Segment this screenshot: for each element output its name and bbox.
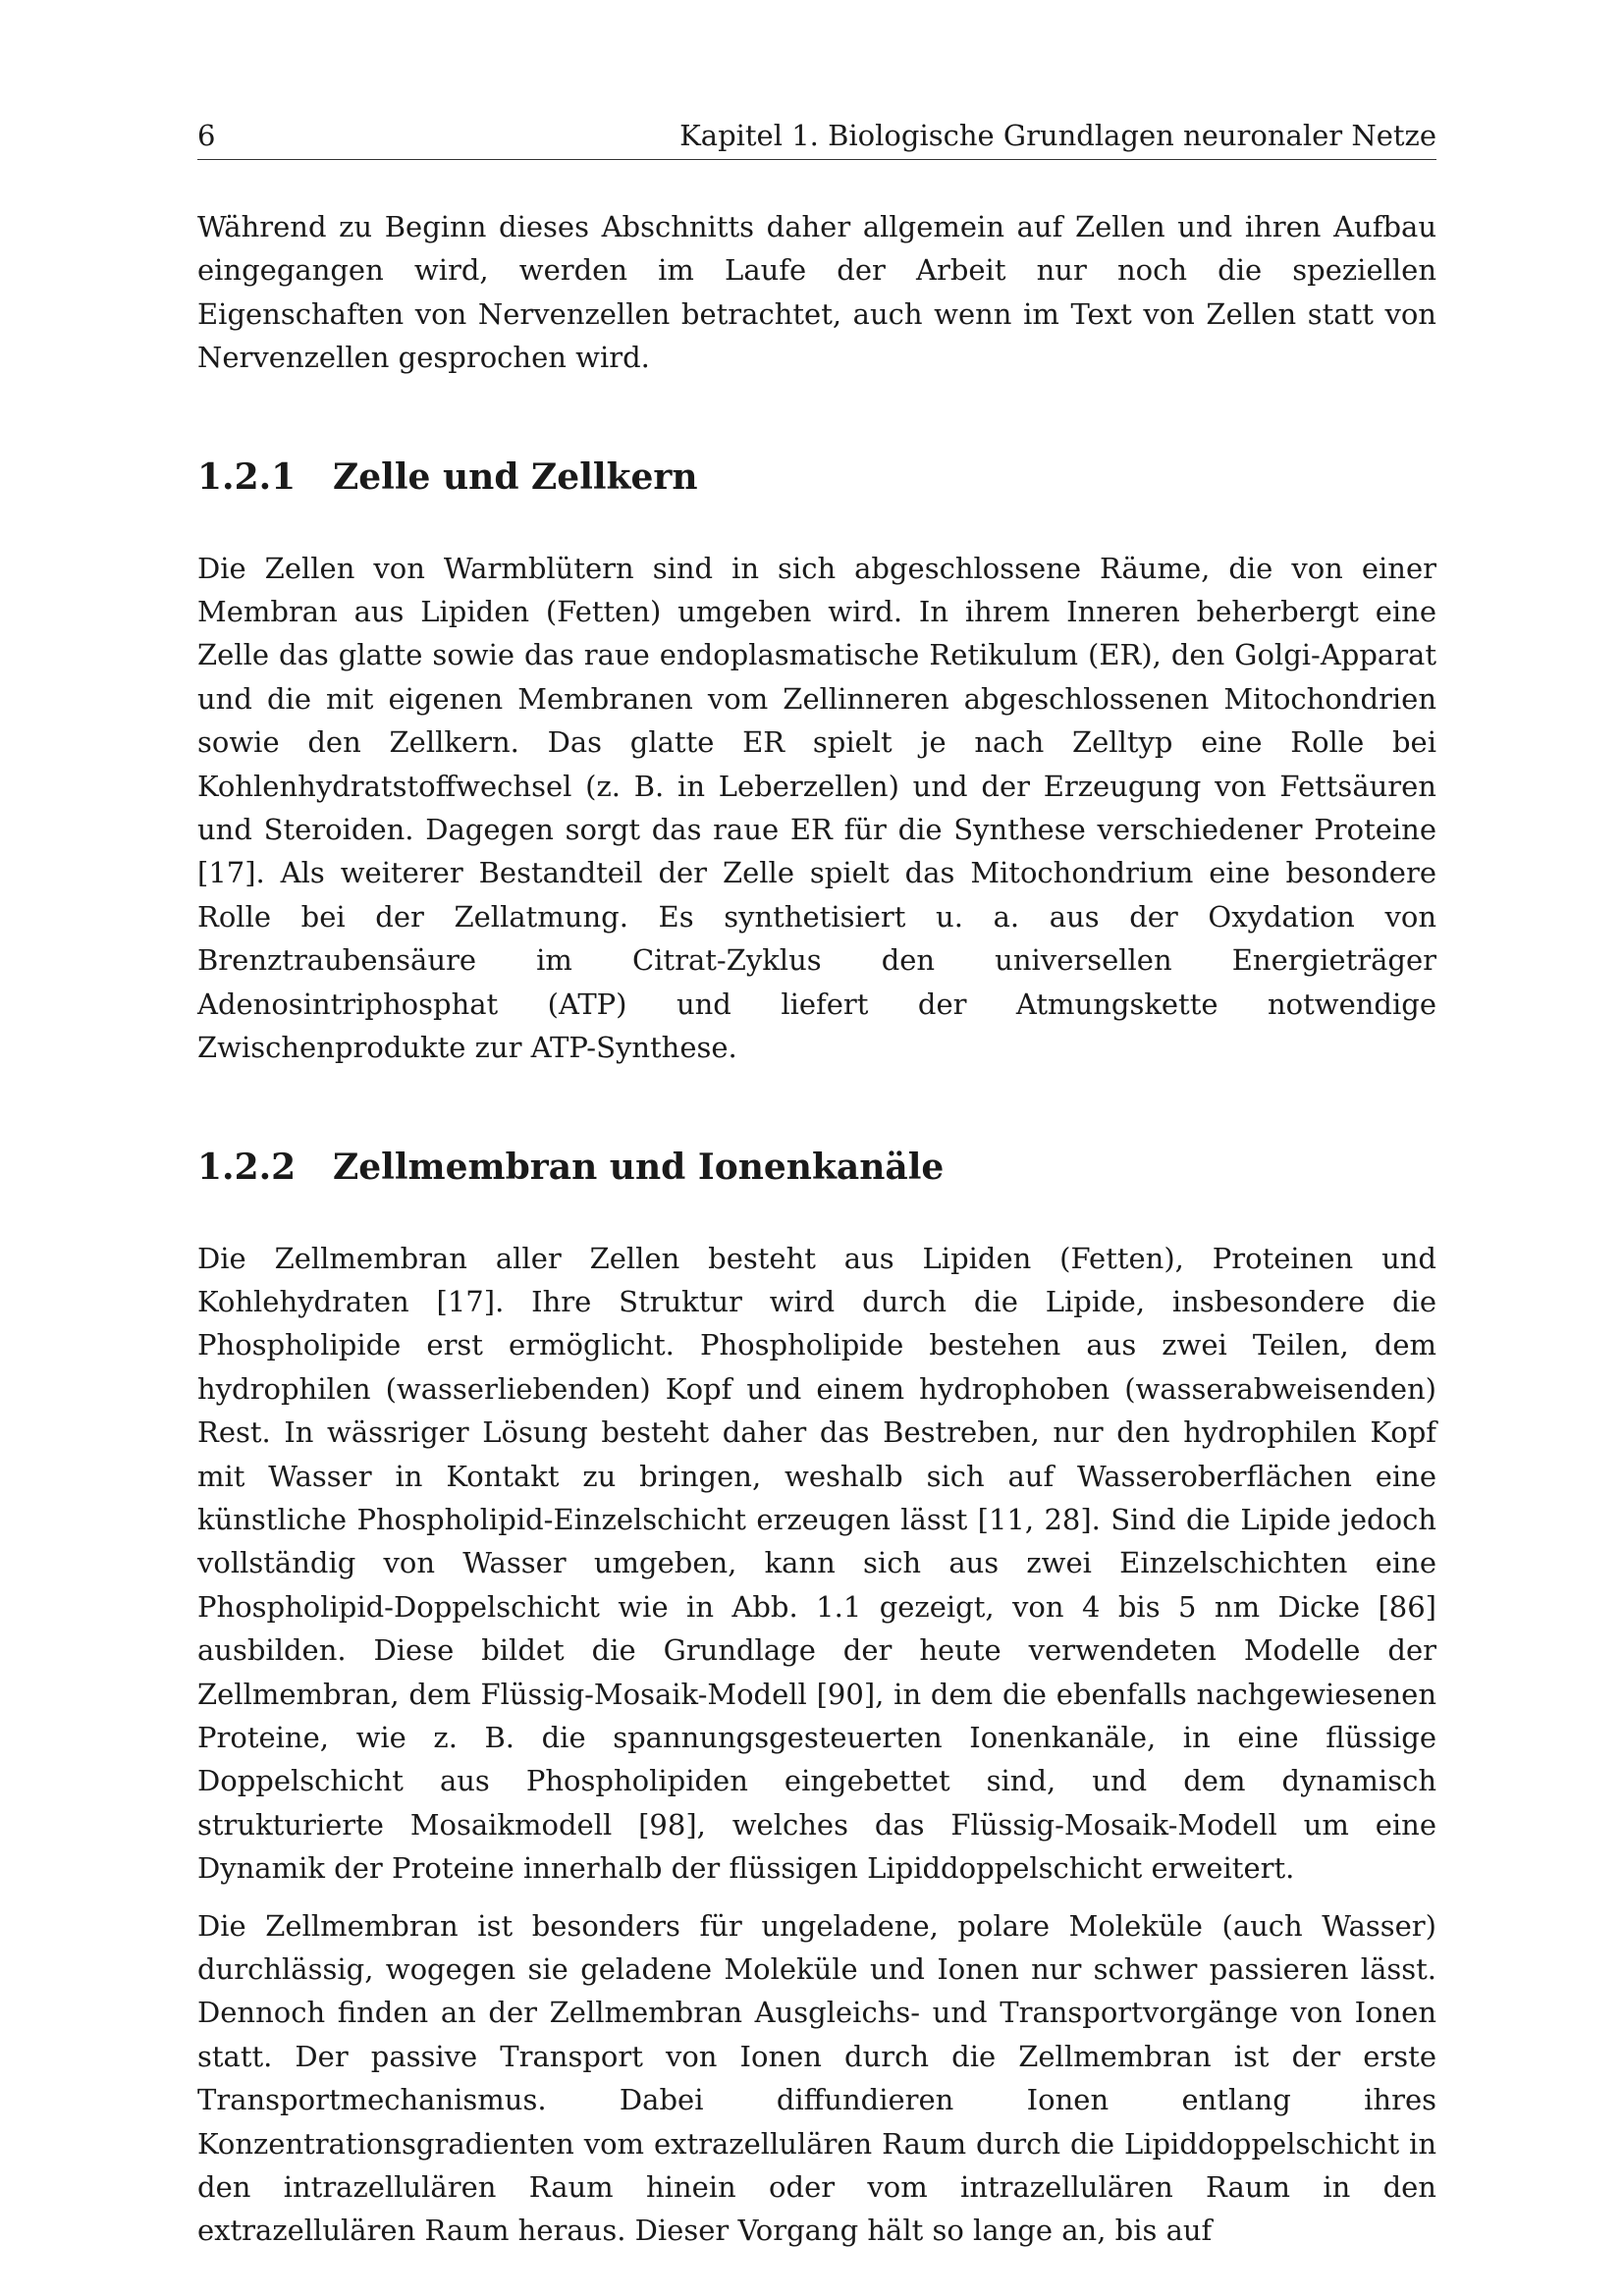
intro-paragraph: Während zu Beginn dieses Abschnitts daher allgemein auf Zellen und ihren Aufbau eingegangen wird, werden im Laufe der Arbeit nur noch die speziellen Eigenschaften von Nervenzellen betrachtet, auch wenn im Text von Zellen statt von Nervenzellen gesprochen wird.: [197, 210, 1436, 375]
page-number: 6: [197, 119, 216, 152]
section-heading-1-2-1: [197, 453, 1436, 502]
section-heading-1-2-2: [197, 1143, 1436, 1192]
document-page: [197, 116, 1436, 2253]
body-paragraph: Die Zellmembran ist besonders für ungeladene, polare Moleküle (auch Wasser) durchlässig, wogegen sie geladene Moleküle und Ionen nur schwer passieren lässt. Dennoch finden an der Zellmembran Ausgleichs- und Transportvorgänge von Ionen statt. Der passive Transport von Ionen durch die Zellmembran ist der erste Transportmechanismus. Dabei diffundieren Ionen entlang ihres Konzentrationsgradienten vom extrazellulären Raum durch die Lipiddoppelschicht in den intrazellulären Raum hinein oder vom intrazellulären Raum in den extrazellulären Raum heraus. Dieser Vorgang hält so lange an, bis auf: [197, 1908, 1436, 2248]
section-title: Zelle und Zellkern: [333, 455, 698, 498]
running-header: [197, 116, 1436, 160]
section-number: 1.2.2: [197, 1146, 297, 1188]
body-paragraph: Die Zellen von Warmblütern sind in sich abgeschlossene Räume, die von einer Membran aus Lipiden (Fetten) umgeben wird. In ihrem Inneren beherbergt eine Zelle das glatte sowie das raue endoplasmatische Retikulum (ER), den Golgi-Apparat und die mit eigenen Membranen vom Zellinneren abgeschlossenen Mitochondrien sowie den Zellkern. Das glatte ER spielt je nach Zelltyp eine Rolle bei Kohlenhydratstoffwechsel (z. B. in Leberzellen) und der Erzeugung von Fettsäuren und Steroiden. Dagegen sorgt das raue ER für die Synthese verschiedener Proteine [17]. Als weiterer Bestandteil der Zelle spielt das Mitochondrium eine besondere Rolle bei der Zellatmung. Es synthetisiert u. a. aus der Oxydation von Brenztraubensäure im Citrat-Zyklus den universellen Energieträger Adenosintriphosphat (ATP) und liefert der Atmungskette notwendige Zwischenprodukte zur ATP-Synthese.: [197, 551, 1436, 1065]
chapter-title: Kapitel 1. Biologische Grundlagen neuronaler Netze: [679, 119, 1436, 152]
section-title: Zellmembran und Ionenkanäle: [333, 1146, 945, 1188]
body-paragraph: Die Zellmembran aller Zellen besteht aus Lipiden (Fetten), Proteinen und Kohlehydraten [17]. Ihre Struktur wird durch die Lipide, insbesondere die Phospholipide erst ermöglicht. Phospholipide bestehen aus zwei Teilen, dem hydrophilen (wasserliebenden) Kopf und einem hydrophoben (wasserabweisenden) Rest. In wässriger Lösung besteht daher das Bestreben, nur den hydrophilen Kopf mit Wasser in Kontakt zu bringen, weshalb sich auf Wasseroberflächen eine künstliche Phospholipid-Einzelschicht erzeugen lässt [11, 28]. Sind die Lipide jedoch vollständig von Wasser umgeben, kann sich aus zwei Einzelschichten eine Phospholipid-Doppelschicht wie in Abb. 1.1 gezeigt, von 4 bis 5 nm Dicke [86] ausbilden. Diese bildet die Grundlage der heute verwendeten Modelle der Zellmembran, dem Flüssig-Mosaik-Modell [90], in dem die ebenfalls nachgewiesenen Proteine, wie z. B. die spannungsgesteuerten Ionenkanäle, in eine flüssige Doppelschicht aus Phospholipiden eingebettet sind, und dem dynamisch strukturierte Mosaikmodell [98], welches das Flüssig-Mosaik-Modell um eine Dynamik der Proteine innerhalb der flüssigen Lipiddoppelschicht erweitert.: [197, 1241, 1436, 1886]
section-number: 1.2.1: [197, 455, 297, 498]
